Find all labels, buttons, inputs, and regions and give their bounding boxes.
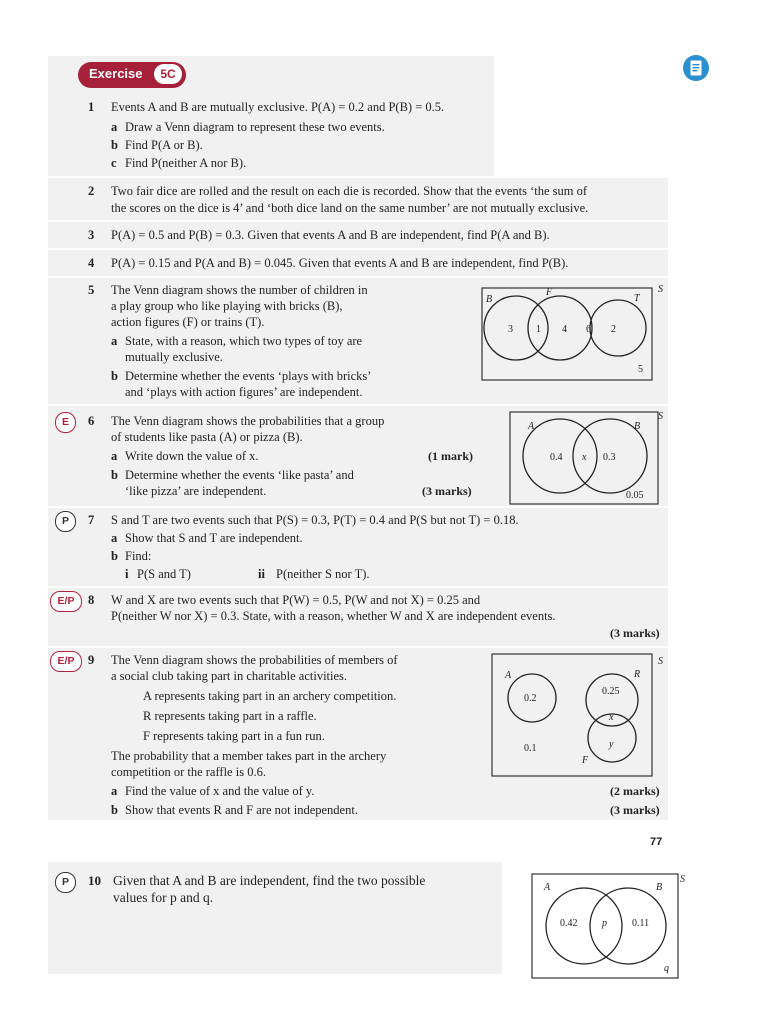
q9-line4: R represents taking part in a raffle. [143, 709, 317, 723]
q9-part-b: b Show that events R and F are not independent. [111, 803, 358, 817]
q2-line2: the scores on the dice is 4’ and ‘both dice land on the same number’ are not mutually exclusive. [111, 201, 589, 215]
q6-part-b-marks: (3 marks) [422, 484, 472, 498]
q3-number: 3 [88, 228, 95, 242]
q6-venn-diagram [506, 408, 676, 506]
q7-text: S and T are two events such that P(S) = 0.3, P(T) = 0.4 and P(S but not T) = 0.18. [111, 513, 519, 527]
q9-line1: The Venn diagram shows the probabilities of members of [111, 653, 398, 667]
q4-text: P(A) = 0.15 and P(A and B) = 0.045. Given that events A and B are independent, find P(B). [111, 256, 569, 270]
q3-text: P(A) = 0.5 and P(B) = 0.3. Given that events A and B are independent, find P(A and B). [111, 228, 550, 242]
q10-line2: values for p and q. [113, 890, 214, 905]
q7-part-b-ii: ii P(neither S nor T). [258, 567, 370, 581]
q2-line1: Two fair dice are rolled and the result on each die is recorded. Show that the events ‘the sum of [111, 184, 588, 198]
q8-number: 8 [88, 593, 95, 607]
q6-part-a: a Write down the value of x. [111, 449, 259, 463]
q7-problem-badge: P [55, 511, 76, 532]
q5-part-b: b Determine whether the events ‘plays with bricks’ [111, 369, 372, 383]
q9-number: 9 [88, 653, 95, 667]
q9-venn-box [492, 654, 652, 776]
q9-venn-value-a: 0.2 [524, 693, 537, 704]
q10-venn-label-b: B [656, 882, 663, 893]
q6-venn-value-outside: 0.05 [626, 490, 644, 501]
q5-line2: a play group who like playing with bricks (B), [111, 299, 343, 313]
q5-venn-circle-t [590, 300, 646, 356]
q7-number: 7 [88, 513, 95, 527]
q5-venn-label-s: S [658, 284, 663, 295]
q5-venn-label-b: B [486, 294, 493, 305]
q7-part-b: b Find: [111, 549, 152, 563]
q1-part-c: c Find P(neither A nor B). [111, 156, 247, 170]
q7-part-b-i: i P(S and T) [125, 567, 191, 581]
q6-venn-label-a: A [528, 421, 535, 432]
q5-venn-value-bf: 1 [536, 324, 541, 335]
q6-part-b-cont: ‘like pizza’ are independent. [125, 484, 267, 498]
q1-number: 1 [88, 100, 95, 114]
q5-part-a: a State, with a reason, which two types of toy are [111, 334, 363, 348]
q9-line7: competition or the raffle is 0.6. [111, 765, 266, 779]
page-number: 77 [650, 836, 663, 848]
q4-number: 4 [88, 256, 95, 270]
q9-part-a: a Find the value of x and the value of y. [111, 784, 315, 798]
q6-venn-value-ab: x [582, 452, 587, 463]
q9-line3: A represents taking part in an archery competition. [143, 689, 397, 703]
q6-venn-value-b: 0.3 [603, 452, 616, 463]
q5-venn-value-b: 3 [508, 324, 513, 335]
q5-venn-label-f: F [546, 287, 553, 298]
q9-part-b-marks: (3 marks) [610, 803, 660, 817]
q6-line1: The Venn diagram shows the probabilities that a group [111, 414, 385, 428]
exercise-label: Exercise [89, 66, 143, 81]
q5-part-a-cont: mutually exclusive. [125, 350, 223, 364]
q9-part-a-marks: (2 marks) [610, 784, 660, 798]
q10-venn-value-b: 0.11 [632, 918, 650, 929]
q10-venn-value-a: 0.42 [560, 918, 578, 929]
q10-problem-badge: P [55, 872, 76, 893]
q9-line5: F represents taking part in a fun run. [143, 729, 325, 743]
q6-venn-value-a: 0.4 [550, 452, 563, 463]
q10-venn-value-outside: q [664, 963, 669, 974]
q6-number: 6 [88, 414, 95, 428]
q6-venn-label-s: S [658, 411, 663, 422]
q7-part-a: a Show that S and T are independent. [111, 531, 303, 545]
q8-marks: (3 marks) [610, 626, 660, 640]
q5-venn-diagram [478, 282, 678, 382]
q9-venn-value-rf: x [609, 712, 614, 723]
q10-venn-label-s: S [680, 874, 685, 885]
q6-line2: of students like pasta (A) or pizza (B). [111, 430, 303, 444]
q6-venn-label-b: B [634, 421, 641, 432]
q10-venn-label-a: A [544, 882, 551, 893]
q5-venn-label-t: T [634, 293, 640, 304]
q8-exam-problem-badge: E/P [50, 591, 82, 612]
q10-line1: Given that A and B are independent, find the two possible [113, 873, 426, 888]
q9-venn-diagram [488, 650, 672, 780]
q10-venn-value-ab: p [602, 918, 607, 929]
q8-line1: W and X are two events such that P(W) = 0.5, P(W and not X) = 0.25 and [111, 593, 481, 607]
q10-number: 10 [88, 873, 101, 888]
q6-part-a-marks: (1 mark) [428, 449, 473, 463]
q5-venn-value-t: 2 [611, 324, 616, 335]
q5-venn-value-ft: 6 [586, 324, 591, 335]
q9-line6: The probability that a member takes part in the archery [111, 749, 387, 763]
q10-venn-diagram [528, 868, 694, 980]
q9-venn-value-r: 0.25 [602, 686, 620, 697]
q9-line2: a social club taking part in charitable activities. [111, 669, 348, 683]
q9-venn-label-f: F [582, 755, 589, 766]
q5-number: 5 [88, 283, 95, 297]
q5-venn-value-outside: 5 [638, 364, 643, 375]
q1-text: Events A and B are mutually exclusive. P(A) = 0.2 and P(B) = 0.5. [111, 100, 445, 114]
q8-line2: P(neither W nor X) = 0.3. State, with a reason, whether W and X are independent events. [111, 609, 556, 623]
q5-line3: action figures (F) or trains (T). [111, 315, 265, 329]
q6-part-b: b Determine whether the events ‘like pasta’ and [111, 468, 354, 482]
q5-venn-value-f: 4 [562, 324, 567, 335]
q6-exam-badge: E [55, 412, 76, 433]
document-icon[interactable] [682, 54, 710, 82]
q9-venn-value-f: y [609, 739, 614, 750]
q10-venn-circle-a [546, 888, 622, 964]
q9-venn-label-r: R [634, 669, 641, 680]
exercise-heading [78, 62, 186, 88]
q1-part-b: b Find P(A or B). [111, 138, 203, 152]
q5-line1: The Venn diagram shows the number of children in [111, 283, 368, 297]
exercise-number: 5C [154, 64, 182, 84]
q9-venn-label-a: A [505, 670, 512, 681]
q9-venn-value-outside: 0.1 [524, 743, 537, 754]
q9-exam-problem-badge: E/P [50, 651, 82, 672]
q5-part-b-cont: and ‘plays with action figures’ are independent. [125, 385, 363, 399]
q2-number: 2 [88, 184, 95, 198]
q9-venn-label-s: S [658, 656, 663, 667]
q1-part-a: a Draw a Venn diagram to represent these two events. [111, 120, 385, 134]
